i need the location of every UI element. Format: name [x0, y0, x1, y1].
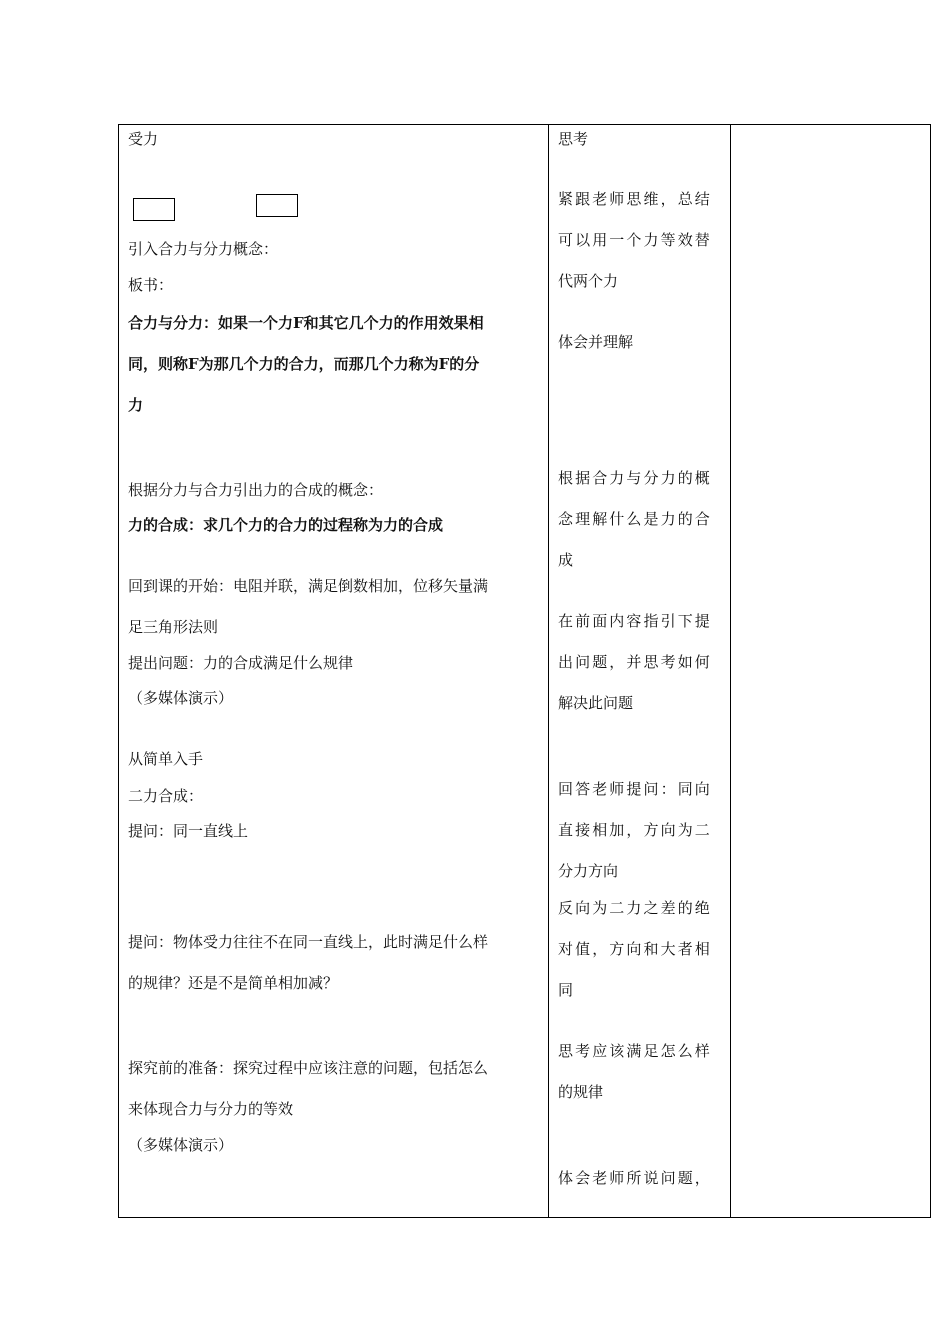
- middle-line-8: 成: [558, 551, 574, 569]
- middle-line-17: 同: [558, 981, 574, 999]
- left-line-17: 的规律？还是不是简单相加减？: [128, 974, 339, 992]
- left-line-18: 探究前的准备：探究过程中应该注意的问题，包括怎么: [128, 1059, 489, 1077]
- middle-line-12: 回答老师提问：同向: [558, 780, 712, 798]
- middle-line-20: 体会老师所说问题，: [558, 1169, 712, 1187]
- left-line-1: 受力: [128, 130, 159, 148]
- middle-line-10: 出问题，并思考如何: [558, 653, 712, 671]
- middle-line-7: 念理解什么是力的合: [558, 510, 712, 528]
- lesson-table: [118, 124, 931, 1218]
- force-box-diagram-1: [133, 198, 175, 221]
- left-line-11: 提出问题：力的合成满足什么规律: [128, 654, 354, 672]
- middle-line-19: 的规律: [558, 1083, 604, 1101]
- definition-line-1: 合力与分力：如果一个力F和其它几个力的作用效果相: [128, 314, 484, 332]
- middle-line-9: 在前面内容指引下提: [558, 612, 712, 630]
- force-box-diagram-2: [256, 194, 298, 217]
- middle-line-13: 直接相加，方向为二: [558, 821, 712, 839]
- left-line-10: 足三角形法则: [128, 618, 219, 636]
- column-divider-1: [548, 125, 549, 1217]
- left-line-13: 从简单入手: [128, 750, 204, 768]
- left-line-12: （多媒体演示）: [128, 689, 234, 707]
- definition-line-3: 力: [128, 396, 144, 414]
- middle-line-3: 可以用一个力等效替: [558, 231, 712, 249]
- middle-line-11: 解决此问题: [558, 694, 634, 712]
- left-line-16: 提问：物体受力往往不在同一直线上，此时满足什么样: [128, 933, 489, 951]
- definition-line-2: 同，则称F为那几个力的合力，而那几个力称为F的分: [128, 355, 480, 373]
- left-line-7: 根据分力与合力引出力的合成的概念：: [128, 481, 384, 499]
- column-divider-2: [730, 125, 731, 1217]
- left-line-3: 板书：: [128, 276, 174, 294]
- left-line-2: 引入合力与分力概念：: [128, 240, 279, 258]
- middle-line-15: 反向为二力之差的绝: [558, 899, 712, 917]
- left-line-9: 回到课的开始：电阻并联，满足倒数相加，位移矢量满: [128, 577, 489, 595]
- middle-line-1: 思考: [558, 130, 589, 148]
- middle-line-18: 思考应该满足怎么样: [558, 1042, 712, 1060]
- middle-line-16: 对值，方向和大者相: [558, 940, 712, 958]
- middle-line-2: 紧跟老师思维，总结: [558, 190, 712, 208]
- middle-line-4: 代两个力: [558, 272, 619, 290]
- left-line-14: 二力合成：: [128, 787, 204, 805]
- left-line-20: （多媒体演示）: [128, 1136, 234, 1154]
- left-line-15: 提问：同一直线上: [128, 822, 249, 840]
- composition-definition: 力的合成：求几个力的合力的过程称为力的合成: [128, 516, 444, 534]
- middle-line-14: 分力方向: [558, 862, 619, 880]
- left-line-19: 来体现合力与分力的等效: [128, 1100, 294, 1118]
- middle-line-6: 根据合力与分力的概: [558, 469, 712, 487]
- middle-line-5: 体会并理解: [558, 333, 634, 351]
